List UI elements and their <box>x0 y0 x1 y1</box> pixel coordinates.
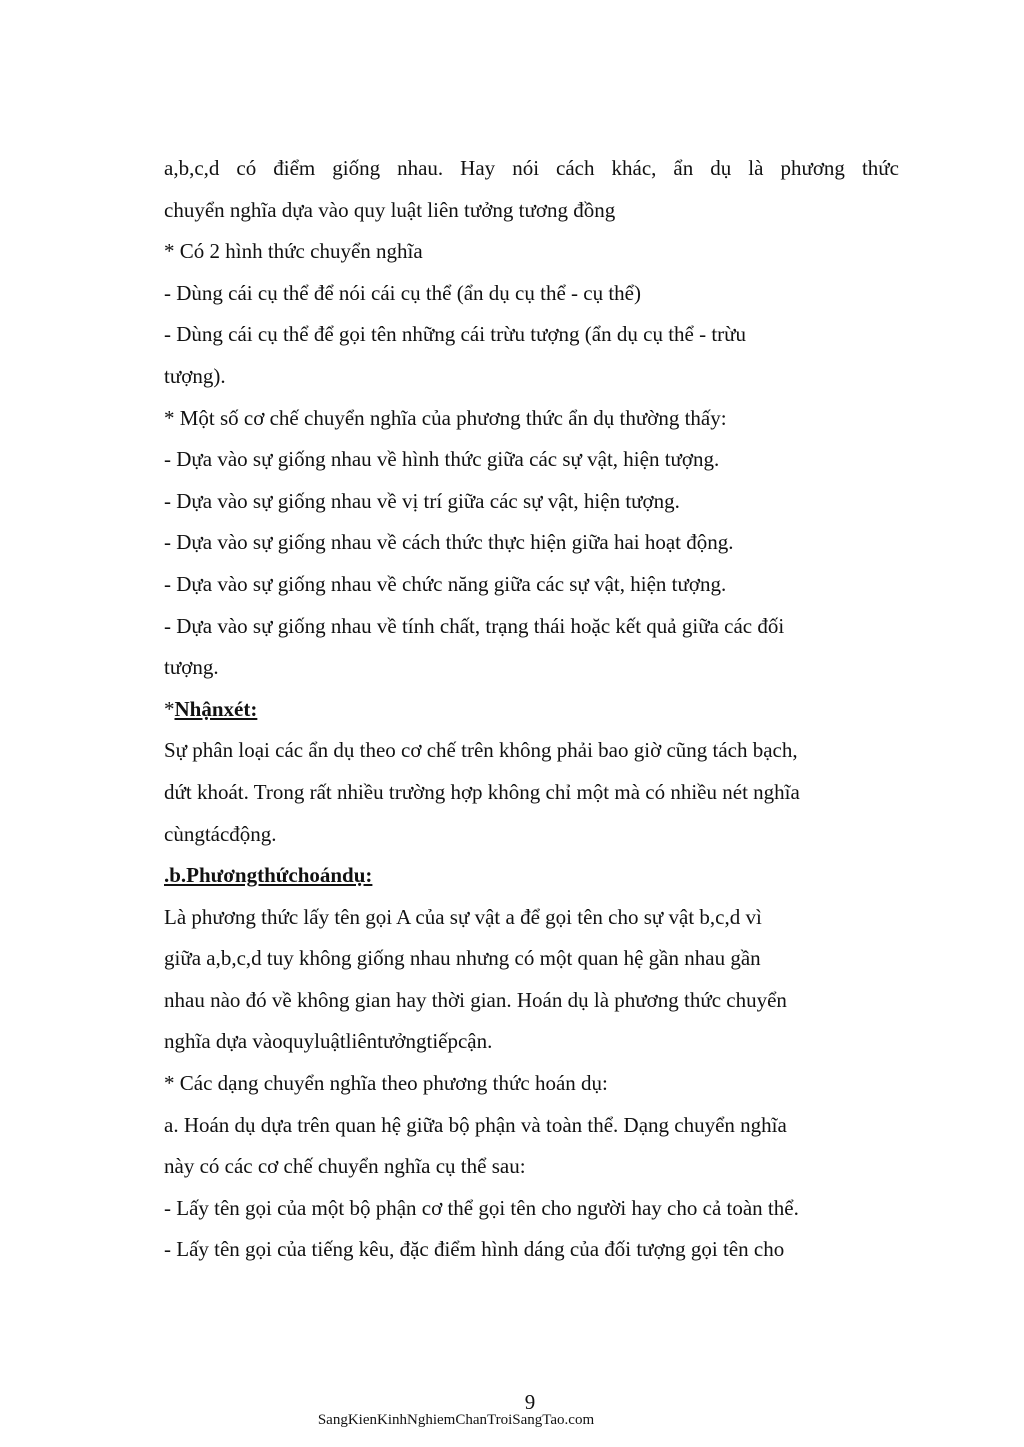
document-body <box>164 148 899 1271</box>
text-line: * Có 2 hình thức chuyển nghĩa <box>164 239 423 264</box>
text-line: * Một số cơ chế chuyển nghĩa của phương thức ẩn dụ thường thấy: <box>164 405 727 430</box>
text-line: - Dùng cái cụ thể để nói cái cụ thể (ẩn dụ cụ thể - cụ thể) <box>164 280 641 305</box>
text-line: a. Hoán dụ dựa trên quan hệ giữa bộ phận và toàn thể. Dạng chuyển nghĩa <box>164 1112 787 1137</box>
remark-heading: Nhậnxét: <box>174 696 258 721</box>
text-line: - Lấy tên gọi của một bộ phận cơ thể gọi tên cho người hay cho cả toàn thể. <box>164 1195 799 1220</box>
text-line: tượng. <box>164 655 219 680</box>
text-line: - Lấy tên gọi của tiếng kêu, đặc điểm hình dáng của đối tượng gọi tên cho <box>164 1237 785 1262</box>
text-line: giữa a,b,c,d tuy không giống nhau nhưng có một quan hệ gần nhau gần <box>164 946 761 971</box>
text-line: Là phương thức lấy tên gọi A của sự vật a để gọi tên cho sự vật b,c,d vì <box>164 904 762 929</box>
remark-prefix: * <box>164 696 175 721</box>
text-line: - Dựa vào sự giống nhau về tính chất, trạng thái hoặc kết quả giữa các đối <box>164 613 785 638</box>
text-line: cùngtácđộng. <box>164 821 277 846</box>
text-line: a,b,c,d có điểm giống nhau. Hay nói cách khác, ẩn dụ là phương thức <box>164 156 899 180</box>
text-line: chuyển nghĩa dựa vào quy luật liên tưởng tương đồng <box>164 197 616 222</box>
footer-site: SangKienKinhNghiemChanTroiSangTao.com <box>317 1412 595 1428</box>
section-heading-line <box>164 855 899 897</box>
text-line: - Dựa vào sự giống nhau về hình thức giữa các sự vật, hiện tượng. <box>164 447 720 472</box>
text-line: dứt khoát. Trong rất nhiều trường hợp không chỉ một mà có nhiều nét nghĩa <box>164 779 800 804</box>
text-line: nhau nào đó về không gian hay thời gian. Hoán dụ là phương thức chuyển <box>164 987 787 1012</box>
section-heading: .b.Phươngthứchoándụ: <box>164 863 373 888</box>
text-line: * Các dạng chuyển nghĩa theo phương thức hoán dụ: <box>164 1071 608 1096</box>
page-number: 9 <box>524 1390 536 1414</box>
text-line: Sự phân loại các ẩn dụ theo cơ chế trên không phải bao giờ cũng tách bạch, <box>164 738 798 763</box>
remark-heading-line <box>164 689 899 731</box>
text-line: nghĩa dựa vàoquyluậtliêntưởngtiếpcận. <box>164 1029 493 1054</box>
text-line: - Dựa vào sự giống nhau về vị trí giữa các sự vật, hiện tượng. <box>164 488 680 513</box>
text-line: này có các cơ chế chuyển nghĩa cụ thể sau: <box>164 1154 526 1179</box>
text-line: - Dựa vào sự giống nhau về chức năng giữa các sự vật, hiện tượng. <box>164 571 727 596</box>
text-line: tượng). <box>164 363 226 388</box>
text-line: - Dùng cái cụ thể để gọi tên những cái trừu tượng (ẩn dụ cụ thể - trừu <box>164 322 747 347</box>
text-line: - Dựa vào sự giống nhau về cách thức thực hiện giữa hai hoạt động. <box>164 530 734 555</box>
